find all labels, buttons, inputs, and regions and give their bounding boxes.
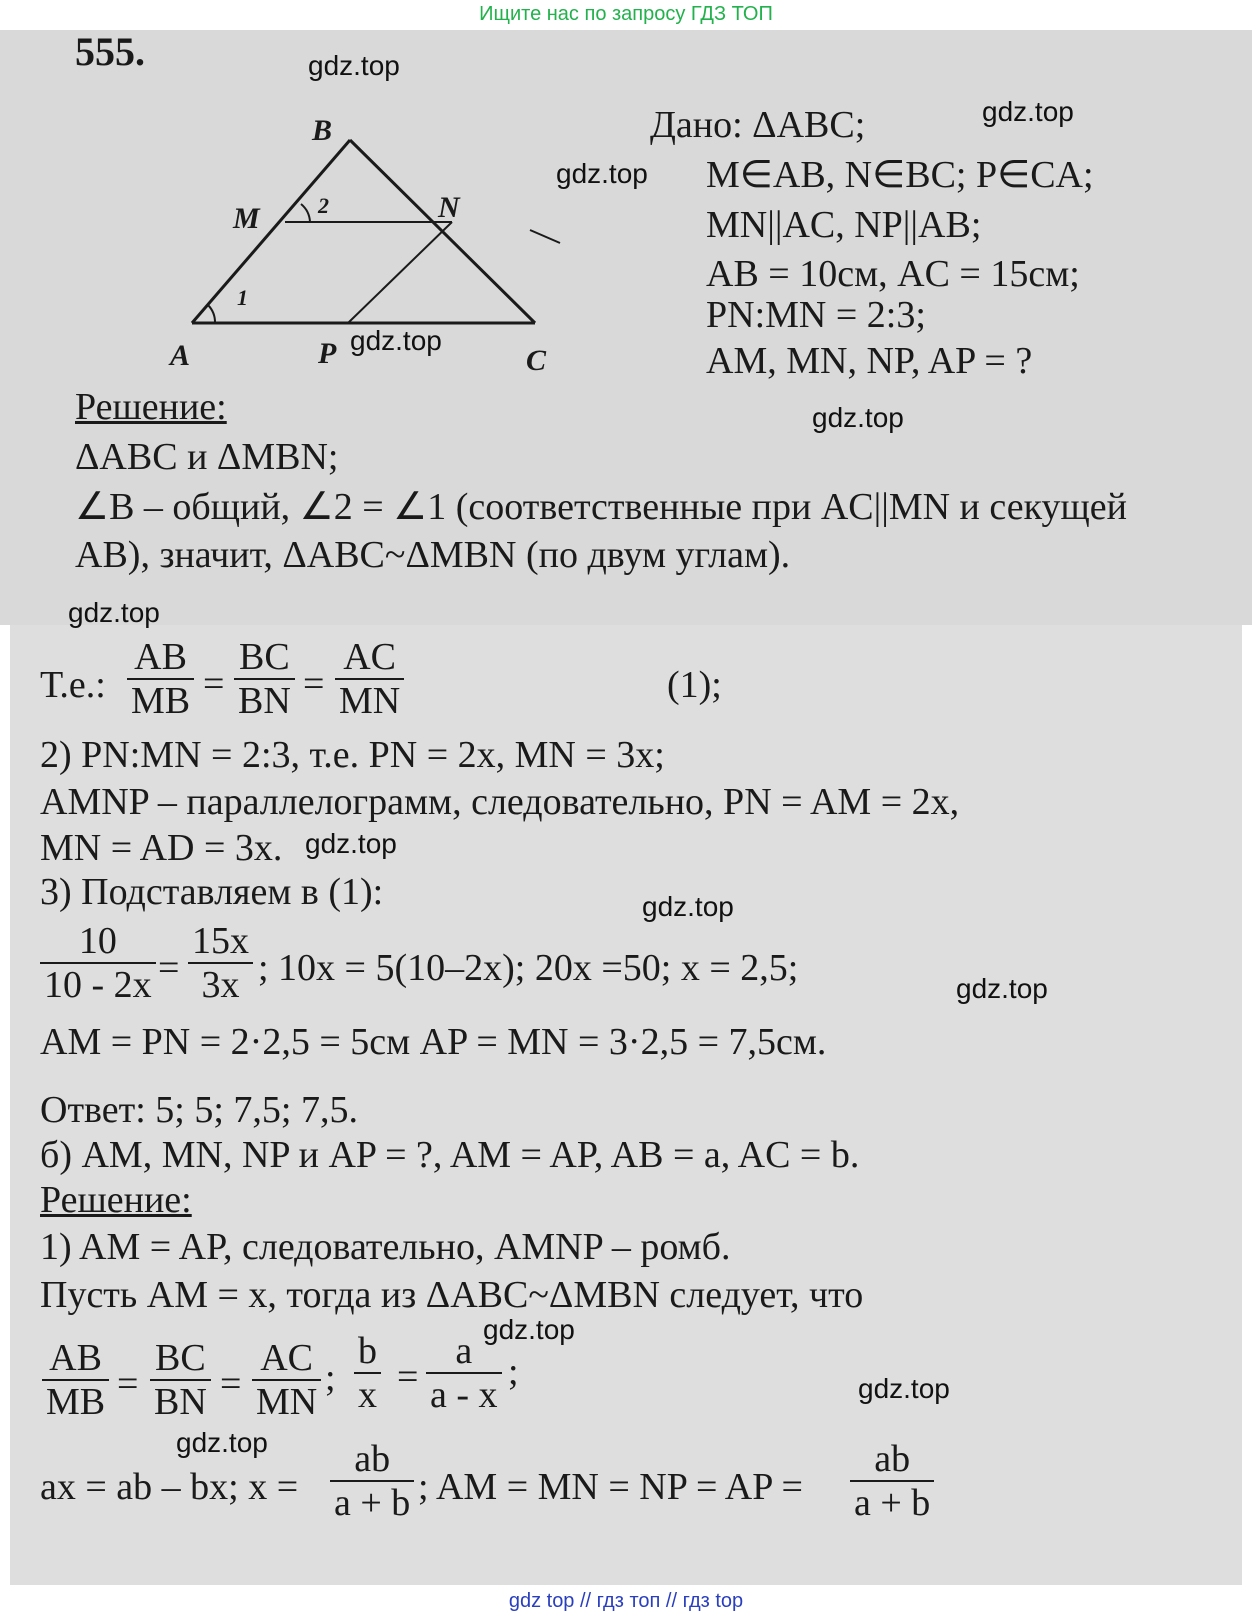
fraction-ab-mb: $\frac{AB}{MB}$ bbox=[127, 636, 194, 722]
line-3-5: 1) AM = AP, следовательно, AMNP – ромб. bbox=[40, 1226, 731, 1268]
bottom-footer[interactable]: gdz top // гдз топ // гдз top bbox=[508, 1590, 744, 1612]
watermark: gdz.top bbox=[982, 96, 1074, 127]
line-3-3: б) AM, MN, NP и AP = ?, AM = AP, AB = a, AC = b. bbox=[40, 1134, 860, 1176]
watermark: gdz.top bbox=[68, 597, 160, 628]
watermark: gdz.top bbox=[956, 973, 1048, 1004]
problem-number: 555. bbox=[75, 29, 145, 74]
fraction-bc-bn: $\frac{BC}{BN}$ bbox=[150, 1337, 211, 1423]
line-2-4: 3) Подставляем в (1): bbox=[40, 871, 384, 913]
given-line-2: M∈AB, N∈BC; P∈CA; bbox=[706, 154, 1094, 196]
equals-sign: = bbox=[117, 1363, 139, 1405]
watermark: gdz.top bbox=[308, 50, 400, 81]
solution-line-1: ΔABC и ΔMBN; bbox=[75, 436, 339, 478]
given-line-4: AB = 10см, AC = 15см; bbox=[706, 253, 1080, 295]
fraction-bc-bn: $\frac{BC}{BN}$ bbox=[234, 636, 295, 722]
watermark: gdz.top bbox=[812, 402, 904, 433]
fraction-15x-3x: $\frac{15x}{3x}$ bbox=[188, 920, 253, 1006]
watermark: gdz.top bbox=[350, 325, 442, 356]
label-P: P bbox=[318, 337, 337, 370]
semicolon: ; bbox=[325, 1357, 336, 1399]
fraction-ac-mn: $\frac{AC}{MN}$ bbox=[335, 636, 404, 722]
solution-header: Решение: bbox=[75, 386, 227, 428]
equals-sign: = bbox=[397, 1356, 419, 1398]
equation-ref: (1); bbox=[667, 664, 722, 706]
label-N: N bbox=[438, 191, 460, 224]
watermark: gdz.top bbox=[642, 891, 734, 922]
label-B: B bbox=[312, 114, 333, 147]
line-3-2: Ответ: 5; 5; 7,5; 7,5. bbox=[40, 1089, 358, 1131]
watermark: gdz.top bbox=[176, 1427, 268, 1458]
watermark: gdz.top bbox=[305, 828, 397, 859]
solution-line-3: AB), значит, ΔABC~ΔMBN (по двум углам). bbox=[75, 534, 791, 576]
watermark: gdz.top bbox=[556, 158, 648, 189]
fraction-ab-apb: $\frac{ab}{a + b}$ bbox=[330, 1438, 414, 1524]
fraction-a-ax: $\frac{a}{a - x}$ bbox=[426, 1330, 502, 1416]
fraction-ab-mb: $\frac{AB}{MB}$ bbox=[42, 1337, 109, 1423]
given-line-1: Дано: ΔABC; bbox=[650, 104, 866, 146]
equals-sign: = bbox=[303, 663, 325, 705]
semicolon: ; bbox=[508, 1351, 519, 1393]
equals-sign: = bbox=[158, 947, 180, 989]
fraction-10-over: $\frac{10}{10 - 2x}$ bbox=[40, 920, 156, 1006]
te-label: Т.е.: bbox=[40, 664, 106, 706]
solution-header-b: Решение: bbox=[40, 1179, 192, 1221]
given-line-6: AM, MN, NP, AP = ? bbox=[706, 340, 1033, 382]
line-3-1: AM = PN = 2·2,5 = 5см AP = MN = 3·2,5 = 7,5см. bbox=[40, 1021, 827, 1063]
fraction-ab-apb: $\frac{ab}{a + b}$ bbox=[850, 1438, 934, 1524]
final-eq-pre: ax = ab – bx; x = bbox=[40, 1466, 299, 1508]
line-2-3: MN = AD = 3x. bbox=[40, 827, 283, 869]
fraction-ac-mn: $\frac{AC}{MN}$ bbox=[252, 1337, 321, 1423]
final-eq-mid: ; AM = MN = NP = AP = bbox=[418, 1466, 803, 1508]
label-C: C bbox=[526, 344, 547, 377]
equals-sign: = bbox=[220, 1363, 242, 1405]
solution-line-2: ∠B – общий, ∠2 = ∠1 (соответственные при AC||MN и секущей bbox=[75, 486, 1127, 528]
label-A: A bbox=[170, 339, 191, 372]
line-3-6: Пусть AM = x, тогда из ΔABC~ΔMBN следует, что bbox=[40, 1274, 864, 1316]
line-2-1: 2) PN:MN = 2:3, т.е. PN = 2x, MN = 3x; bbox=[40, 734, 665, 776]
line-2-2: AMNP – параллелограмм, следовательно, PN = AM = 2x, bbox=[40, 781, 960, 823]
watermark: gdz.top bbox=[858, 1373, 950, 1404]
fraction-b-x: $\frac{b}{x}$ bbox=[354, 1330, 381, 1416]
label-M: M bbox=[233, 202, 260, 235]
given-line-3: MN||AC, NP||AB; bbox=[706, 204, 982, 246]
watermark: gdz.top bbox=[483, 1314, 575, 1345]
given-line-5: PN:MN = 2:3; bbox=[706, 294, 926, 336]
top-banner[interactable]: Ищите нас по запросу ГДЗ ТОП bbox=[479, 3, 773, 25]
equation-rest: ; 10x = 5(10–2x); 20x =50; x = 2,5; bbox=[258, 947, 799, 989]
equals-sign: = bbox=[203, 663, 225, 705]
label-angle2: 2 bbox=[318, 193, 329, 218]
label-angle1: 1 bbox=[237, 285, 248, 310]
